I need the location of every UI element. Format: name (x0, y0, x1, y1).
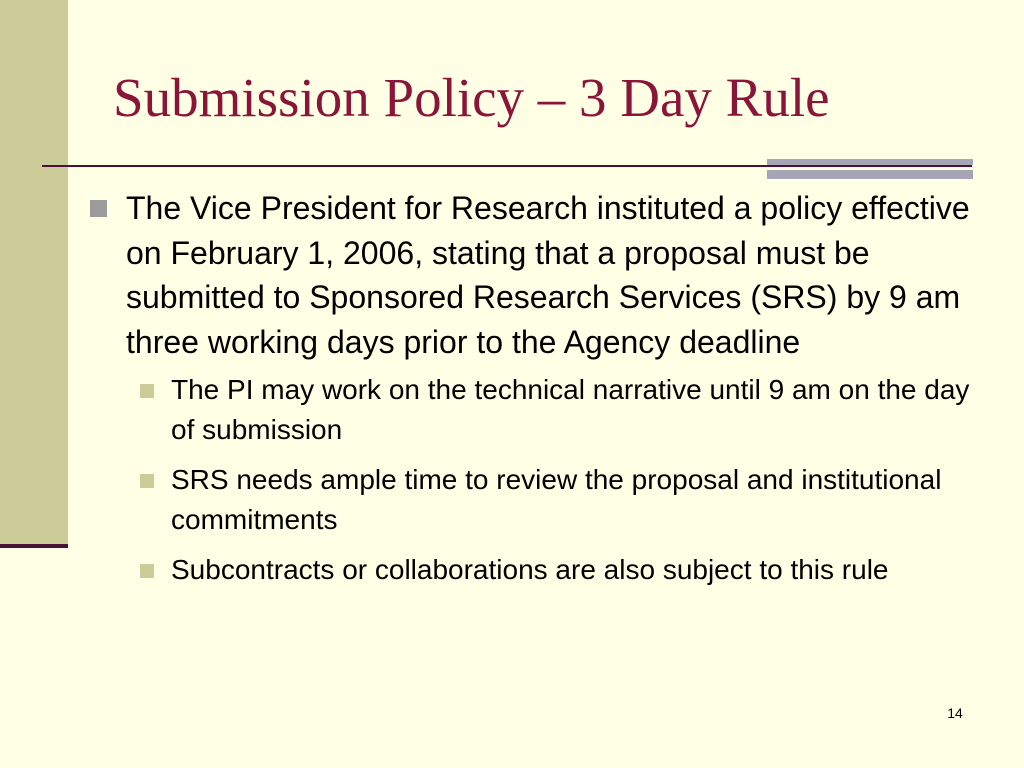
sub-bullet-text: SRS needs ample time to review the proposal and institutional commitments (171, 464, 942, 535)
main-bullet-text: The Vice President for Research instituted a policy effective on February 1, 2006, stating that a proposal must be submitted to Sponsored Research Services (SRS) by 9 am three working days prior to the Agency deadline (126, 190, 970, 360)
square-bullet-icon (140, 474, 154, 488)
square-bullet-icon (90, 200, 107, 217)
left-decorative-band (0, 0, 68, 545)
sub-bullet (88, 460, 988, 540)
sub-bullet-text: Subcontracts or collaborations are also subject to this rule (171, 554, 889, 585)
main-bullet (88, 186, 988, 364)
page-number: 14 (947, 705, 963, 721)
title-rule-accent-bottom (767, 170, 973, 179)
slide-title: Submission Policy – 3 Day Rule (113, 67, 830, 128)
sub-bullet (88, 550, 988, 590)
sub-bullet (88, 370, 988, 450)
sub-bullet-list (88, 370, 988, 590)
sub-bullet-text: The PI may work on the technical narrative until 9 am on the day of submission (171, 374, 970, 445)
square-bullet-icon (140, 384, 154, 398)
square-bullet-icon (140, 564, 154, 578)
left-band-underline (0, 544, 68, 548)
title-rule (42, 165, 972, 167)
slide-body (88, 186, 988, 600)
